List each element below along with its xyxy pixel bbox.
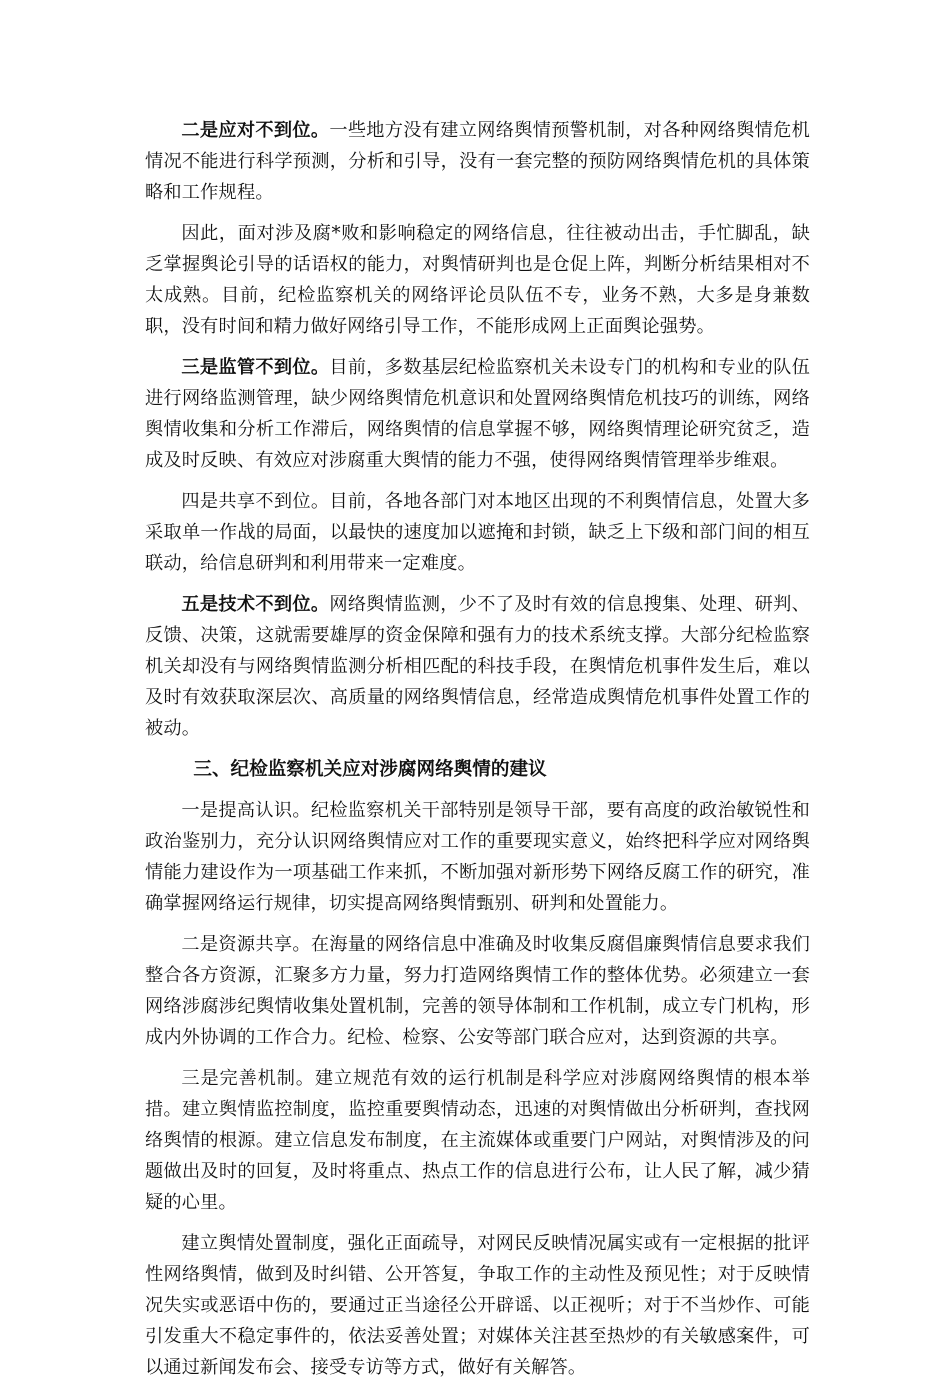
paragraph-therefore xyxy=(145,218,810,342)
paragraph-text: 目前，多数基层纪检监察机关未设专门的机构和专业的队伍进行网络监测管理，缺少网络舆情危机意识和处置网络舆情危机技巧的训练，网络舆情收集和分析工作滞后，网络舆情的信息掌握不够，网络舆情理论研究贫乏，造成及时反映、有效应对涉腐重大舆情的能力不强，使得网络舆情管理举步维艰。 xyxy=(145,357,810,471)
paragraph-response xyxy=(145,115,810,208)
paragraph-awareness: 一是提高认识。纪检监察机关干部特别是领导干部，要有高度的政治敏锐性和政治鉴别力，充分认识网络舆情应对工作的重要现实意义，始终把科学应对网络舆情能力建设作为一项基础工作来抓，不断加强对新形势下网络反腐工作的研究，准确掌握网络运行规律，切实提高网络舆情甄别、研判和处置能力。 xyxy=(145,800,810,914)
paragraph-lead: 三是监管不到位。 xyxy=(181,357,330,378)
paragraph-text: 四是共享不到位。目前，各地各部门对本地区出现的不利舆情信息，处置大多采取单一作战的局面，以最快的速度加以遮掩和封锁，缺乏上下级和部门间的相互联动，给信息研判和利用带来一定难度。 xyxy=(145,491,810,574)
paragraph-mechanism: 三是完善机制。建立规范有效的运行机制是科学应对涉腐网络舆情的根本举措。建立舆情监控制度，监控重要舆情动态，迅速的对舆情做出分析研判，查找网络舆情的根源。建立信息发布制度，在主流媒体或重要门户网站，对舆情涉及的问题做出及时的回复，及时将重点、热点工作的信息进行公布，让人民了解，减少猜疑的心里。 xyxy=(145,1068,810,1213)
paragraph-text: 因此，面对涉及腐*败和影响稳定的网络信息，往往被动出击，手忙脚乱，缺乏掌握舆论引导的话语权的能力，对舆情研判也是仓促上阵，判断分析结果相对不太成熟。目前，纪检监察机关的网络评论员队伍不专，业务不熟，大多是身兼数职，没有时间和精力做好网络引导工作，不能形成网上正面舆论强势。 xyxy=(145,223,810,337)
paragraph-supervision xyxy=(145,352,810,476)
paragraph-sharing xyxy=(145,486,810,579)
paragraph-lead: 五是技术不到位。 xyxy=(181,594,330,615)
paragraph-technology xyxy=(145,589,810,744)
paragraph-text: 一些地方没有建立网络舆情预警机制，对各种网络舆情危机情况不能进行科学预测，分析和引导，没有一套完整的预防网络舆情危机的具体策略和工作规程。 xyxy=(145,120,810,203)
paragraph-resources: 二是资源共享。在海量的网络信息中准确及时收集反腐倡廉舆情信息要求我们整合各方资源，汇聚多方力量，努力打造网络舆情工作的整体优势。必须建立一套网络涉腐涉纪舆情收集处置机制，完善的领导体制和工作机制，成立专门机构，形成内外协调的工作合力。纪检、检察、公安等部门联合应对，达到资源的共享。 xyxy=(145,934,810,1048)
document-page xyxy=(145,115,810,1393)
paragraph-text: 网络舆情监测，少不了及时有效的信息搜集、处理、研判、反馈、决策，这就需要雄厚的资金保障和强有力的技术系统支撑。大部分纪检监察机关却没有与网络舆情监测分析相匹配的科技手段，在舆情危机事件发生后，难以及时有效获取深层次、高质量的网络舆情信息，经常造成舆情危机事件处置工作的被动。 xyxy=(145,594,810,739)
paragraph-lead: 二是应对不到位。 xyxy=(181,120,330,141)
paragraph-handling: 建立舆情处置制度，强化正面疏导，对网民反映情况属实或有一定根据的批评性网络舆情，做到及时纠错、公开答复，争取工作的主动性及预见性；对于反映情况失实或恶语中伤的，要通过正当途径公开辟谣、以正视听；对于不当炒作、可能引发重大不稳定事件的，依法妥善处置；对媒体关注甚至热炒的有关敏感案件，可以通过新闻发布会、接受专访等方式，做好有关解答。 xyxy=(145,1233,810,1378)
section-heading: 三、纪检监察机关应对涉腐网络舆情的建议 xyxy=(193,759,547,780)
